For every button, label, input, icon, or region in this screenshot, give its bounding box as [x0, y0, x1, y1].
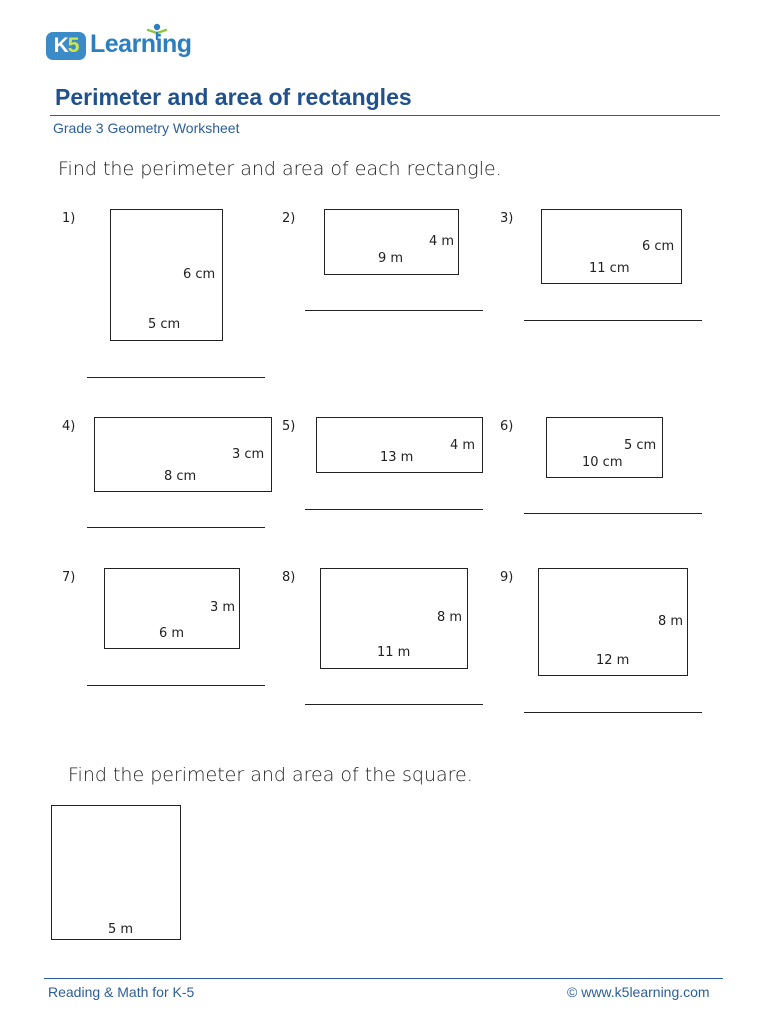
logo-figure-icon	[142, 22, 172, 42]
page-title: Perimeter and area of rectangles	[55, 84, 412, 110]
logo-five: 5	[67, 34, 79, 57]
answer-line	[87, 527, 265, 528]
footer-tagline: Reading & Math for K-5	[48, 984, 195, 1000]
problem-number: 6)	[500, 419, 514, 434]
height-label: 3 cm	[232, 447, 265, 462]
answer-line	[87, 685, 265, 686]
footer-website-link[interactable]: © www.k5learning.com	[567, 984, 710, 1000]
logo-wordmark: Learning	[90, 30, 192, 58]
width-label: 8 cm	[164, 469, 197, 484]
rectangle-figure	[94, 417, 272, 492]
height-label: 4 m	[429, 234, 455, 249]
square-figure	[51, 805, 181, 940]
height-label: 3 m	[210, 600, 236, 615]
answer-line	[524, 320, 702, 321]
k5-badge	[46, 32, 86, 60]
answer-line	[524, 712, 702, 713]
footer-divider	[44, 978, 723, 979]
height-label: 4 m	[450, 438, 476, 453]
width-label: 11 cm	[589, 261, 630, 276]
width-label: 12 m	[596, 653, 630, 668]
rectangle-figure	[546, 417, 663, 478]
width-label: 13 m	[380, 450, 414, 465]
width-label: 9 m	[378, 251, 404, 266]
square-instruction: Find the perimeter and area of the square.	[68, 764, 473, 786]
problem-number: 8)	[282, 570, 296, 585]
rectangles-instruction: Find the perimeter and area of each rectangle.	[58, 158, 502, 180]
logo-k-letter: K	[53, 34, 68, 57]
height-label: 8 m	[437, 610, 463, 625]
title-divider	[50, 115, 720, 116]
problem-number: 9)	[500, 570, 514, 585]
k5-learning-logo	[44, 22, 204, 68]
height-label: 6 cm	[183, 267, 216, 282]
height-label: 5 cm	[624, 438, 657, 453]
rectangle-figure	[316, 417, 483, 473]
problem-number: 3)	[500, 211, 514, 226]
problem-number: 4)	[62, 419, 76, 434]
width-label: 6 m	[159, 626, 185, 641]
width-label: 10 cm	[582, 455, 623, 470]
answer-line	[87, 377, 265, 378]
rectangle-figure	[324, 209, 459, 275]
answer-line	[305, 704, 483, 705]
rectangle-figure	[541, 209, 682, 284]
rectangle-figure	[110, 209, 223, 341]
height-label: 6 cm	[642, 239, 675, 254]
answer-line	[305, 310, 483, 311]
worksheet-subtitle: Grade 3 Geometry Worksheet	[53, 120, 240, 136]
problem-number: 5)	[282, 419, 296, 434]
problem-number: 1)	[62, 211, 76, 226]
side-label: 5 m	[108, 922, 134, 937]
width-label: 11 m	[377, 645, 411, 660]
rectangle-figure	[538, 568, 688, 676]
width-label: 5 cm	[148, 317, 181, 332]
rectangle-figure	[104, 568, 240, 649]
height-label: 8 m	[658, 614, 684, 629]
rectangle-figure	[320, 568, 468, 669]
problem-number: 7)	[62, 570, 76, 585]
answer-line	[524, 513, 702, 514]
answer-line	[305, 509, 483, 510]
problem-number: 2)	[282, 211, 296, 226]
